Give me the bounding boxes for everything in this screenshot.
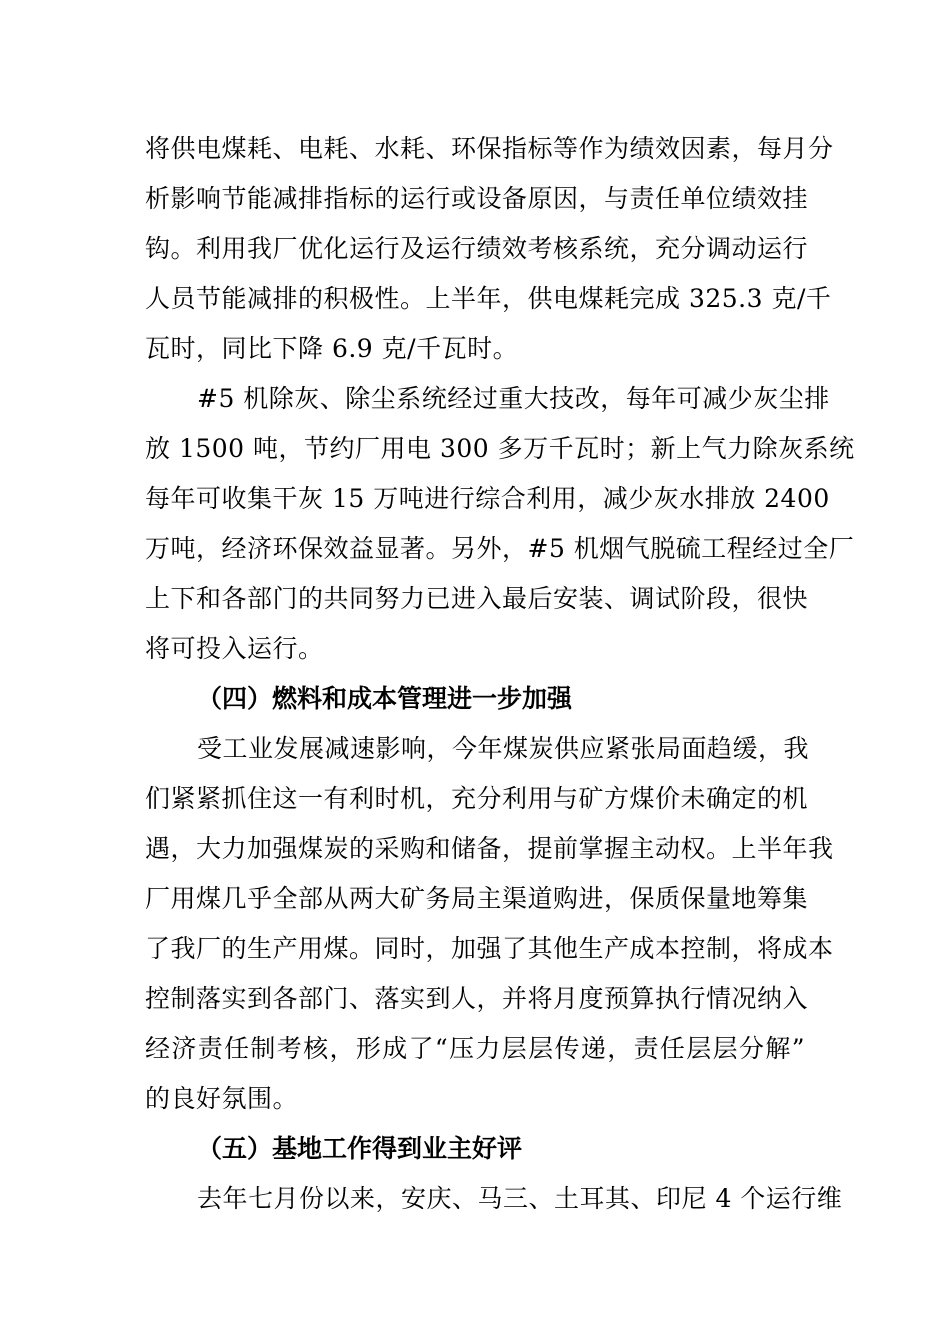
- text-line: 将供电煤耗、电耗、水耗、环保指标等作为绩效因素，每月分: [145, 134, 834, 163]
- text-line: #5 机除灰、除尘系统经过重大技改，每年可减少灰尘排: [197, 384, 830, 413]
- text-line: 的良好氛围。: [145, 1084, 299, 1113]
- text-line: 去年七月份以来，安庆、马三、土耳其、印尼 4 个运行维: [197, 1184, 843, 1213]
- text-line: 上下和各部门的共同努力已进入最后安装、调试阶段，很快: [145, 584, 809, 613]
- text-line: 了我厂的生产用煤。同时，加强了其他生产成本控制，将成本: [145, 934, 834, 963]
- text-line: 钩。利用我厂优化运行及运行绩效考核系统，充分调动运行: [145, 234, 809, 263]
- text-line: 经济责任制考核，形成了“压力层层传递，责任层层分解”: [145, 1034, 805, 1063]
- paragraph: [145, 1174, 843, 1224]
- text-line: 瓦时，同比下降 6.9 克/千瓦时。: [145, 334, 519, 363]
- paragraph: [145, 124, 834, 374]
- text-line: 受工业发展减速影响，今年煤炭供应紧张局面趋缓，我: [197, 734, 810, 763]
- text-line: 人员节能减排的积极性。上半年，供电煤耗完成 325.3 克/千: [145, 284, 832, 313]
- text-line: 放 1500 吨，节约厂用电 300 多万千瓦时；新上气力除灰系统: [145, 434, 855, 463]
- text-line: 万吨，经济环保效益显著。另外，#5 机烟气脱硫工程经过全厂: [145, 534, 855, 563]
- section-heading: （四）燃料和成本管理进一步加强: [197, 684, 573, 713]
- text-line: 控制落实到各部门、落实到人，并将月度预算执行情况纳入: [145, 984, 809, 1013]
- document-page: [145, 124, 855, 1224]
- text-line: 析影响节能减排指标的运行或设备原因，与责任单位绩效挂: [145, 184, 809, 213]
- document-body: [145, 124, 855, 1224]
- section-heading: （五）基地工作得到业主好评: [197, 1134, 523, 1163]
- text-line: 每年可收集干灰 15 万吨进行综合利用，减少灰水排放 2400: [145, 484, 830, 513]
- text-line: 们紧紧抓住这一有利时机，充分利用与矿方煤价未确定的机: [145, 784, 809, 813]
- paragraph: [145, 374, 855, 674]
- text-line: 遇，大力加强煤炭的采购和储备，提前掌握主动权。上半年我: [145, 834, 834, 863]
- paragraph: [145, 724, 834, 1124]
- text-line: 将可投入运行。: [145, 634, 324, 663]
- text-line: 厂用煤几乎全部从两大矿务局主渠道购进，保质保量地筹集: [145, 884, 809, 913]
